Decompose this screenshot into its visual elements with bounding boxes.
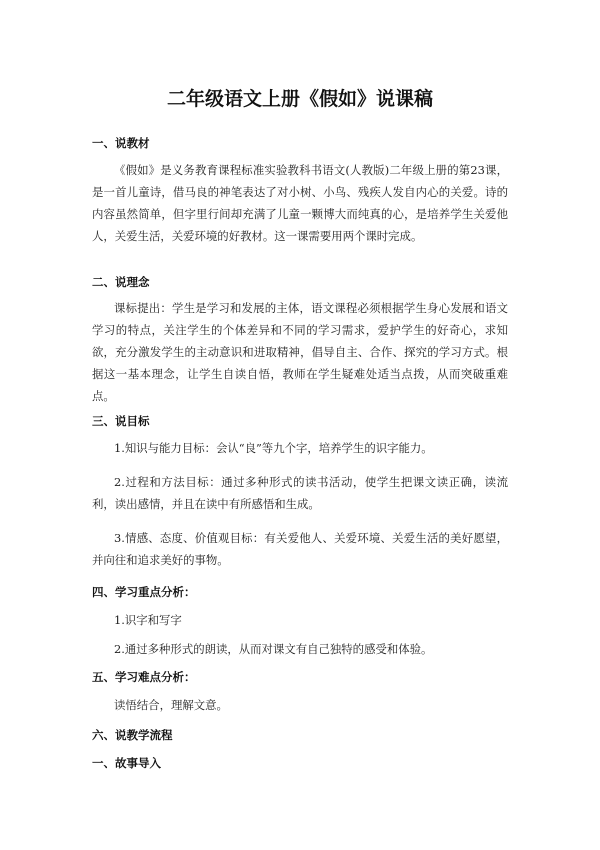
section-heading-textbook: 一、说教材 <box>92 136 150 150</box>
document-title: 二年级语文上册《假如》说课稿 <box>166 88 433 110</box>
section-heading-philosophy: 二、说理念 <box>92 275 150 289</box>
section-heading-teaching-process: 六、说教学流程 <box>92 728 173 742</box>
subsection-heading-story-intro: 一、故事导入 <box>92 756 161 770</box>
section-heading-objectives: 三、说目标 <box>92 414 150 428</box>
paragraph-textbook: 《假如》是义务教育课程标准实验教科书语文(人教版)二年级上册的第23课，是一首儿童诗，借马良的神笔表达了对小树、小鸟、残疾人发自内心的关爱。诗的内容虽然简单，但字里行间却充满了儿童一颗博大而纯真的心，是培养学生关爱他人，关爱生活，关爱环境的好教材。这一课需要用两个课时完成。 <box>92 163 508 243</box>
paragraph-objective-knowledge: 1.知识与能力目标：会认“良”等九个字，培养学生的识字能力。 <box>114 441 433 455</box>
paragraph-key-point-2: 2.通过多种形式的朗读，从而对课文有自己独特的感受和体验。 <box>114 642 433 656</box>
paragraph-key-point-1: 1.识字和写字 <box>114 613 182 627</box>
paragraph-philosophy: 课标提出：学生是学习和发展的主体，语文课程必须根据学生身心发展和语文学习的特点，关注学生的个体差异和不同的学习需求，爱护学生的好奇心，求知欲，充分激发学生的主动意识和进取精神，倡导自主、合作、探究的学习方式。根据这一基本理念，让学生自读自悟，教师在学生疑难处适当点拨，从而突破重难点。 <box>92 301 508 403</box>
paragraph-difficulty: 读悟结合，理解文意。 <box>114 698 228 712</box>
paragraph-objective-emotion: 3.情感、态度、价值观目标：有关爱他人、关爱环境、关爱生活的美好愿望，并向往和追求美好的事物。 <box>92 531 508 567</box>
section-heading-key-points: 四、学习重点分析： <box>92 585 196 599</box>
paragraph-objective-process: 2.过程和方法目标：通过多种形式的读书活动，使学生把课文读正确，读流利，读出感情，并且在读中有所感悟和生成。 <box>92 475 508 511</box>
section-heading-difficulties: 五、学习难点分析： <box>92 670 196 684</box>
